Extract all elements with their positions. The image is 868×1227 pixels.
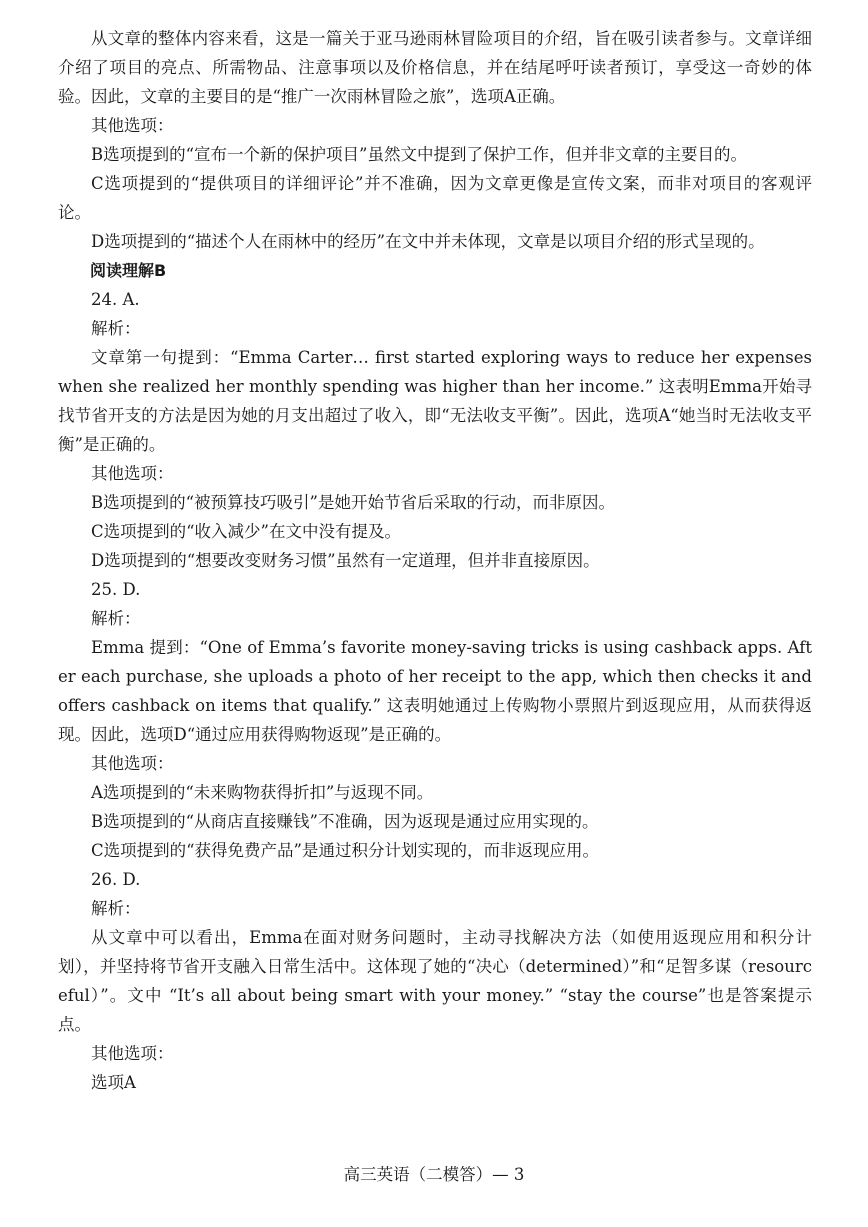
- paragraph: C选项提到的“提供项目的详细评论”并不准确，因为文章更像是宣传文案，而非对项目的客观评论。: [58, 174, 812, 222]
- paragraph: C选项提到的“收入减少”在文中没有提及。: [91, 522, 401, 541]
- paragraph: D选项提到的“想要改变财务习惯”虽然有一定道理，但并非直接原因。: [91, 551, 600, 570]
- paragraph: 其他选项：: [91, 464, 174, 483]
- answer-explanation-body: [58, 24, 812, 1097]
- page-footer: 高三英语（二模答）— 3: [343, 1165, 525, 1184]
- paragraph: 其他选项：: [91, 754, 174, 773]
- paragraph: D选项提到的“描述个人在雨林中的经历”在文中并未体现，文章是以项目介绍的形式呈现的。: [91, 232, 765, 251]
- paragraph: B选项提到的“从商店直接赚钱”不准确，因为返现是通过应用实现的。: [91, 812, 599, 831]
- paragraph: 解析：: [91, 319, 141, 338]
- paragraph: 选项A: [91, 1073, 136, 1092]
- paragraph: 解析：: [91, 609, 141, 628]
- paragraph: 24. A.: [91, 290, 140, 309]
- paragraph: 其他选项：: [91, 1044, 174, 1063]
- paragraph: 25. D.: [91, 580, 141, 599]
- paragraph: 解析：: [91, 899, 141, 918]
- paragraph: 从文章的整体内容来看，这是一篇关于亚马逊雨林冒险项目的介绍，旨在吸引读者参与。文章详细介绍了项目的亮点、所需物品、注意事项以及价格信息，并在结尾呼吁读者预订，享受这一奇妙的体验。因此，文章的主要目的是“推广一次雨林冒险之旅”，选项A正确。: [58, 29, 812, 106]
- paragraph: 其他选项：: [91, 116, 174, 135]
- paragraph: B选项提到的“宣布一个新的保护项目”虽然文中提到了保护工作，但并非文章的主要目的。: [91, 145, 747, 164]
- paragraph: Emma 提到：“One of Emma’s favorite money-saving tricks is using cashback apps. After each purchase, she uploads a photo of her receipt to the app, which then checks it and offers cashback on items that qualify.” 这表明她通过上传购物小票照片到返现应用，从而获得返现。因此，选项D“通过应用获得购物返现”是正确的。: [58, 638, 812, 744]
- paragraph: A选项提到的“未来购物获得折扣”与返现不同。: [91, 783, 434, 802]
- paragraph: C选项提到的“获得免费产品”是通过积分计划实现的，而非返现应用。: [91, 841, 599, 860]
- paragraph: 26. D.: [91, 870, 141, 889]
- paragraph: B选项提到的“被预算技巧吸引”是她开始节省后采取的行动，而非原因。: [91, 493, 615, 512]
- section-heading: 阅读理解B: [90, 261, 167, 280]
- paragraph: 从文章中可以看出，Emma在面对财务问题时，主动寻找解决方法（如使用返现应用和积分计划），并坚持将节省开支融入日常生活中。这体现了她的“决心（determined）”和“足智多谋（resourceful）”。文中 “It’s all about being smart with your money.” “stay the course”也是答案提示点。: [58, 928, 812, 1034]
- paragraph: 文章第一句提到：“Emma Carter… first started exploring ways to reduce her expenses when she realized her monthly spending was higher than her income.” 这表明Emma开始寻找节省开支的方法是因为她的月支出超过了收入，即“无法收支平衡”。因此，选项A“她当时无法收支平衡”是正确的。: [58, 348, 812, 454]
